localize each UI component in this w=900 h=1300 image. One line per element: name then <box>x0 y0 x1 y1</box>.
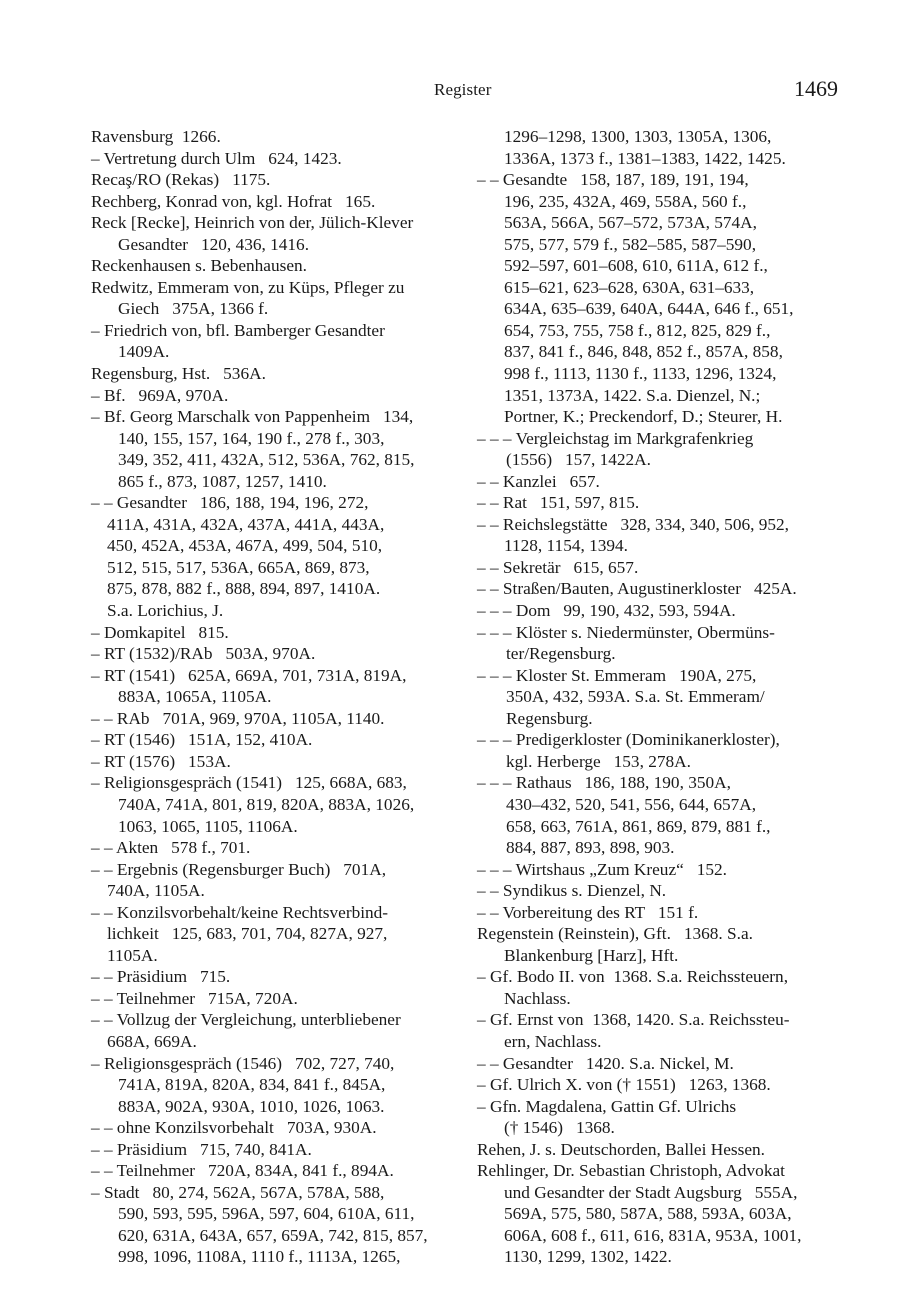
index-entry-continuation: 1296–1298, 1300, 1303, 1305A, 1306, <box>504 127 772 146</box>
index-entry-continuation: 592–597, 601–608, 610, 611A, 612 f., <box>504 256 768 276</box>
index-entry: – Bf. 969A, 970A. <box>91 385 229 405</box>
index-entry-continuation: 741A, 819A, 820A, 834, 841 f., 845A, <box>118 1075 386 1095</box>
index-entry-continuation: 349, 352, 411, 432A, 512, 536A, 762, 815, <box>118 450 415 470</box>
page-number: 1469 <box>794 76 838 101</box>
index-entry: – – Präsidium 715, 740, 841A. <box>91 1139 312 1159</box>
index-entry-continuation: ter/Regensburg. <box>506 644 616 664</box>
index-entry-continuation: 1063, 1065, 1105, 1106A. <box>118 816 298 836</box>
index-entry: Rehlinger, Dr. Sebastian Christoph, Advokat <box>477 1161 785 1181</box>
index-entry: – – Straßen/Bauten, Augustinerkloster 425A. <box>477 579 797 599</box>
index-entry: – RT (1532)/RAb 503A, 970A. <box>91 644 316 664</box>
index-entry-continuation: 450, 452A, 453A, 467A, 499, 504, 510, <box>107 536 383 556</box>
index-entry: Regensburg, Hst. 536A. <box>91 364 266 384</box>
index-entry-continuation: 411A, 431A, 432A, 437A, 441A, 443A, <box>107 514 385 534</box>
index-entry: – – Rat 151, 597, 815. <box>477 493 640 513</box>
index-entry: Rechberg, Konrad von, kgl. Hofrat 165. <box>91 191 376 211</box>
index-entry-continuation: 590, 593, 595, 596A, 597, 604, 610A, 611, <box>118 1204 415 1224</box>
index-entry: – RT (1541) 625A, 669A, 701, 731A, 819A, <box>91 665 407 685</box>
index-entry-continuation: 569A, 575, 580, 587A, 588, 593A, 603A, <box>504 1204 792 1224</box>
index-entry: – Religionsgespräch (1546) 702, 727, 740, <box>91 1053 395 1073</box>
index-column-right <box>477 126 857 1268</box>
index-entry-continuation: 740A, 741A, 801, 819, 820A, 883A, 1026, <box>118 794 415 814</box>
index-entry: – Gfn. Magdalena, Gattin Gf. Ulrichs <box>477 1096 737 1116</box>
running-title: Register <box>434 80 492 99</box>
index-entry-continuation: 654, 753, 755, 758 f., 812, 825, 829 f., <box>504 320 771 340</box>
index-entry: – – Vorbereitung des RT 151 f. <box>477 902 699 922</box>
index-entry-continuation: Gesandter 120, 436, 1416. <box>118 234 310 254</box>
index-entry: – – Kanzlei 657. <box>477 471 600 491</box>
index-entry-continuation: 998, 1096, 1108A, 1110 f., 1113A, 1265, <box>118 1247 401 1267</box>
index-entry-continuation: (1556) 157, 1422A. <box>506 450 651 470</box>
index-entry: – Gf. Bodo II. von 1368. S.a. Reichssteuern, <box>477 967 789 987</box>
index-entry: – Religionsgespräch (1541) 125, 668A, 683, <box>91 773 407 793</box>
index-column-left <box>91 126 471 1268</box>
index-entry-continuation: 883A, 902A, 930A, 1010, 1026, 1063. <box>118 1096 385 1116</box>
page-header <box>0 76 900 106</box>
index-entry-continuation: 196, 235, 432A, 469, 558A, 560 f., <box>504 191 747 211</box>
index-entry-continuation: 998 f., 1113, 1130 f., 1133, 1296, 1324, <box>504 364 777 384</box>
index-entry: – – – Rathaus 186, 188, 190, 350A, <box>477 773 731 793</box>
index-entry-continuation: 575, 577, 579 f., 582–585, 587–590, <box>504 234 757 254</box>
index-entry-continuation: 140, 155, 157, 164, 190 f., 278 f., 303, <box>118 428 385 448</box>
index-entry: – – Vollzug der Vergleichung, unterbliebener <box>91 1010 401 1030</box>
index-entry-continuation: 1336A, 1373 f., 1381–1383, 1422, 1425. <box>504 148 786 168</box>
index-entry-continuation: Nachlass. <box>504 988 571 1008</box>
index-entry-continuation: kgl. Herberge 153, 278A. <box>506 751 691 771</box>
index-entry: – – Gesandte 158, 187, 189, 191, 194, <box>477 170 749 190</box>
index-entry-continuation: 740A, 1105A. <box>107 881 205 901</box>
index-entry: Recaş/RO (Rekas) 1175. <box>91 170 271 190</box>
index-entry: – – – Vergleichstag im Markgrafenkrieg <box>477 428 754 448</box>
index-entry-continuation: S.a. Lorichius, J. <box>107 601 224 621</box>
index-entry: – – RAb 701A, 969, 970A, 1105A, 1140. <box>91 708 385 728</box>
index-entry: – – Syndikus s. Dienzel, N. <box>477 881 667 901</box>
index-entry-continuation: 1351, 1373A, 1422. S.a. Dienzel, N.; <box>504 385 761 405</box>
index-entry: – – – Klöster s. Niedermünster, Obermüns- <box>477 622 775 642</box>
index-entry-continuation: 1128, 1154, 1394. <box>504 536 629 556</box>
index-entry: Ravensburg 1266. <box>91 127 221 146</box>
index-entry-continuation: 430–432, 520, 541, 556, 644, 657A, <box>506 794 757 814</box>
index-entry-continuation: ern, Nachlass. <box>504 1031 602 1051</box>
index-entry-continuation: 884, 887, 893, 898, 903. <box>506 838 675 858</box>
index-entry-continuation: 350A, 432, 593A. S.a. St. Emmeram/ <box>506 687 765 707</box>
index-entry: – Domkapitel 815. <box>91 622 229 642</box>
index-entry: Regenstein (Reinstein), Gft. 1368. S.a. <box>477 924 753 944</box>
index-entry: – – – Wirtshaus „Zum Kreuz“ 152. <box>477 859 727 879</box>
index-entry: Reck [Recke], Heinrich von der, Jülich-Klever <box>91 213 414 233</box>
index-entry: – – Reichslegstätte 328, 334, 340, 506, 952, <box>477 514 789 534</box>
index-entry: – – ohne Konzilsvorbehalt 703A, 930A. <box>91 1118 377 1138</box>
index-entry: Rehen, J. s. Deutschorden, Ballei Hessen. <box>477 1139 765 1159</box>
index-entry: – – Gesandter 186, 188, 194, 196, 272, <box>91 493 369 513</box>
index-entry-continuation: 875, 878, 882 f., 888, 894, 897, 1410A. <box>107 579 381 599</box>
index-entry: – – – Predigerkloster (Dominikanerkloster), <box>477 730 780 750</box>
index-entry: – Gf. Ernst von 1368, 1420. S.a. Reichssteu- <box>477 1010 790 1030</box>
index-entry: – Vertretung durch Ulm 624, 1423. <box>91 148 342 168</box>
index-entry: – Bf. Georg Marschalk von Pappenheim 134, <box>91 407 414 427</box>
index-entry: – – Gesandter 1420. S.a. Nickel, M. <box>477 1053 734 1073</box>
index-entry: – – Teilnehmer 720A, 834A, 841 f., 894A. <box>91 1161 394 1181</box>
index-entry: – – – Dom 99, 190, 432, 593, 594A. <box>477 601 736 621</box>
index-entry-continuation: 620, 631A, 643A, 657, 659A, 742, 815, 857, <box>118 1225 428 1245</box>
index-entry: Reckenhausen s. Bebenhausen. <box>91 256 307 276</box>
index-entry: – – Konzilsvorbehalt/keine Rechtsverbind- <box>91 902 389 922</box>
index-entry-continuation: 563A, 566A, 567–572, 573A, 574A, <box>504 213 757 233</box>
index-entry: – Stadt 80, 274, 562A, 567A, 578A, 588, <box>91 1182 385 1202</box>
index-entry-continuation: 883A, 1065A, 1105A. <box>118 687 272 707</box>
index-entry: – RT (1576) 153A. <box>91 751 231 771</box>
index-entry: – – – Kloster St. Emmeram 190A, 275, <box>477 665 757 685</box>
index-entry-continuation: Portner, K.; Preckendorf, D.; Steurer, H. <box>504 407 783 427</box>
index-entry-continuation: 658, 663, 761A, 861, 869, 879, 881 f., <box>506 816 771 836</box>
index-entry-continuation: († 1546) 1368. <box>504 1118 615 1138</box>
index-entry-continuation: 512, 515, 517, 536A, 665A, 869, 873, <box>107 557 370 577</box>
index-entry-continuation: 1105A. <box>107 945 158 965</box>
index-entry: – – Akten 578 f., 701. <box>91 838 251 858</box>
index-entry: – Friedrich von, bfl. Bamberger Gesandter <box>91 320 385 340</box>
index-entry: – – Präsidium 715. <box>91 967 231 987</box>
index-entry-continuation: Giech 375A, 1366 f. <box>118 299 269 319</box>
index-entry: – – Sekretär 615, 657. <box>477 557 639 577</box>
index-entry-continuation: 837, 841 f., 846, 848, 852 f., 857A, 858, <box>504 342 783 362</box>
index-entry-continuation: 1409A. <box>118 342 170 362</box>
index-entry-continuation: Regensburg. <box>506 708 593 728</box>
index-entry: – – Teilnehmer 715A, 720A. <box>91 988 298 1008</box>
index-entry-continuation: 865 f., 873, 1087, 1257, 1410. <box>118 471 327 491</box>
index-entry-continuation: 615–621, 623–628, 630A, 631–633, <box>504 277 755 297</box>
index-entry-continuation: 606A, 608 f., 611, 616, 831A, 953A, 1001, <box>504 1225 802 1245</box>
index-entry: – Gf. Ulrich X. von († 1551) 1263, 1368. <box>477 1075 771 1095</box>
index-entry-continuation: 668A, 669A. <box>107 1031 197 1051</box>
index-entry-continuation: lichkeit 125, 683, 701, 704, 827A, 927, <box>107 924 388 944</box>
index-entry-continuation: 634A, 635–639, 640A, 644A, 646 f., 651, <box>504 299 794 319</box>
index-entry-continuation: Blankenburg [Harz], Hft. <box>504 945 679 965</box>
index-entry: – – Ergebnis (Regensburger Buch) 701A, <box>91 859 387 879</box>
index-entry-continuation: und Gesandter der Stadt Augsburg 555A, <box>504 1182 798 1202</box>
index-entry: Redwitz, Emmeram von, zu Küps, Pfleger zu <box>91 277 405 297</box>
index-entry: – RT (1546) 151A, 152, 410A. <box>91 730 313 750</box>
index-entry-continuation: 1130, 1299, 1302, 1422. <box>504 1247 672 1267</box>
